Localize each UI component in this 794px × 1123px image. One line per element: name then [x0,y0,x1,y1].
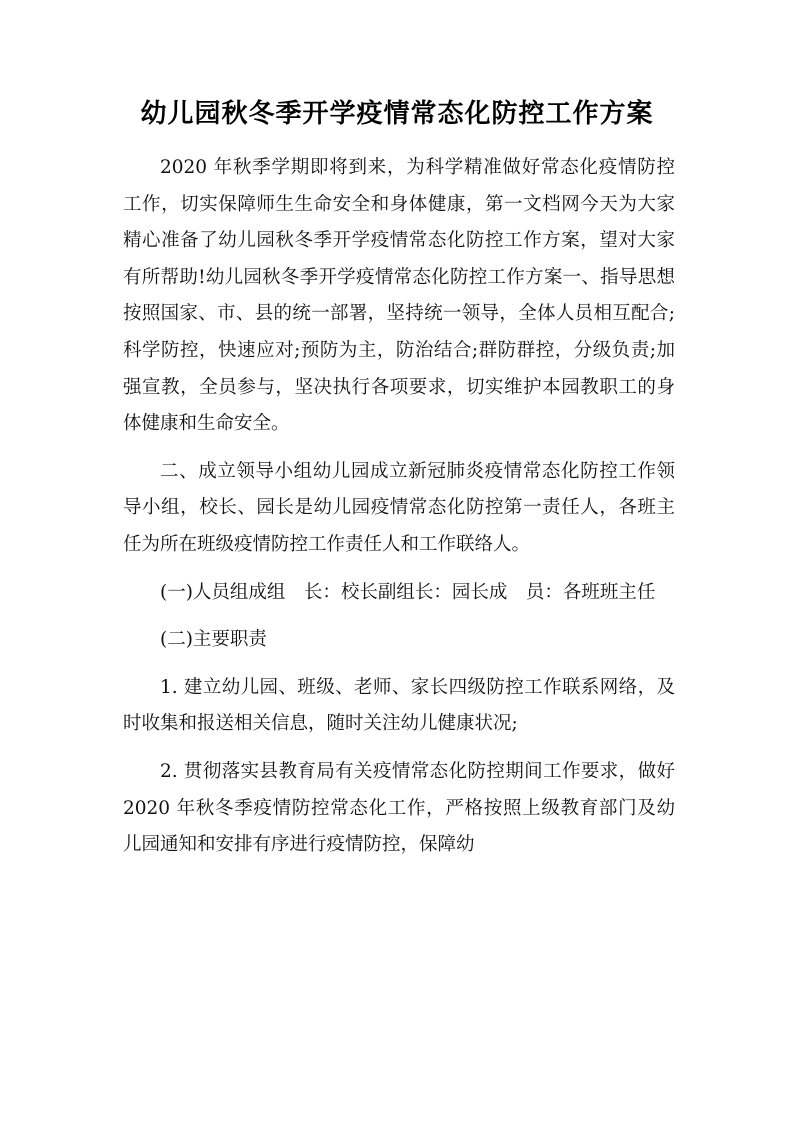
paragraph-leadership-group: 二、成立领导小组幼儿园成立新冠肺炎疫情常态化防控工作领导小组，校长、园长是幼儿园疫情常态化防控第一责任人，各班主任为所在班级疫情防控工作责任人和工作联络人。 [123,460,675,555]
document-title: 幼儿园秋冬季开学疫情常态化防控工作方案 [140,99,654,129]
paragraph-intro: 2020 年秋季学期即将到来，为科学精准做好常态化疫情防控工作，切实保障师生生命安全和身体健康，第一文档网今天为大家精心准备了幼儿园秋冬季开学疫情常态化防控工作方案，望对大家有所帮助!幼儿园秋冬季开学疫情常态化防控工作方案一、指导思想按照国家、市、县的统一部署，坚持统一领导，全体人员相互配合;科学防控，快速应对;预防为主，防治结合;群防群控，分级负责;加强宣教，全员参与，坚决执行各项要求，切实维护本园教职工的身体健康和生命安全。 [123,157,675,435]
document-body [123,150,675,864]
paragraph-duty-1: 1. 建立幼儿园、班级、老师、家长四级防控工作联系网络，及时收集和报送相关信息，随时关注幼儿健康状况; [123,676,675,735]
paragraph-members: (一)人员组成组 长：校长副组长：园长成 员：各班班主任 [160,581,656,603]
paragraph-duty-2: 2. 贯彻落实县教育局有关疫情常态化防控期间工作要求，做好 2020 年秋冬季疫情防控常态化工作，严格按照上级教育部门及幼儿园通知和安排有序进行疫情防控，保障幼 [123,760,675,856]
paragraph-duties-heading: (二)主要职责 [160,629,267,651]
